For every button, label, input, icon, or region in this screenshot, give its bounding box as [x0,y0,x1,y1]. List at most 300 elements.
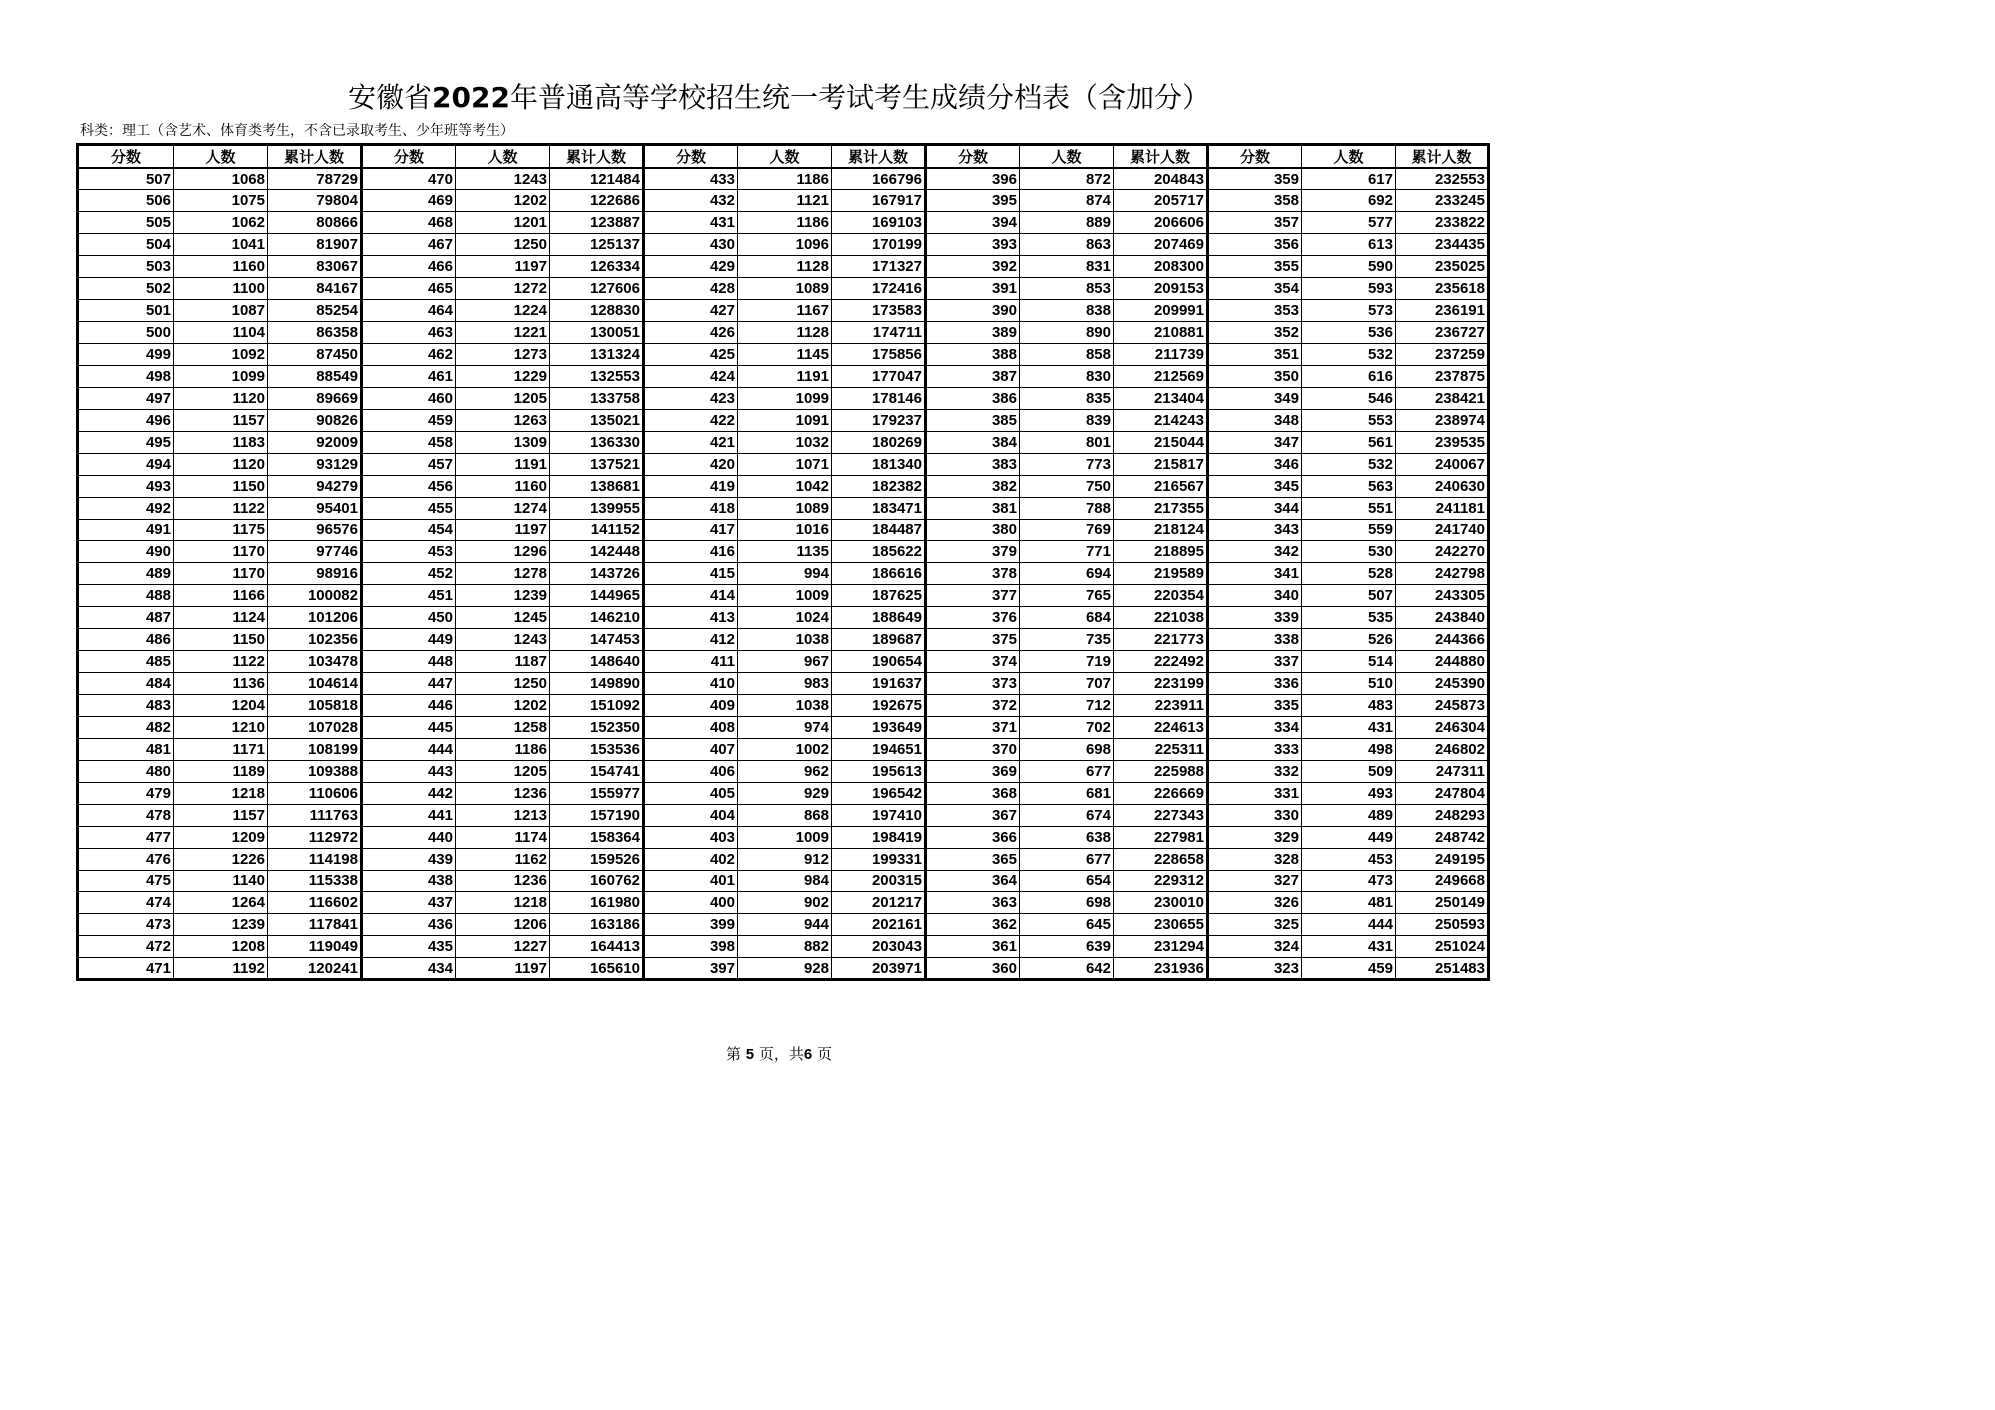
table-cell: 452 [362,563,456,585]
table-cell: 181340 [832,453,926,475]
table-cell: 192675 [832,695,926,717]
table-cell: 858 [1020,344,1114,366]
table-cell: 471 [78,958,174,980]
table-cell: 497 [78,387,174,409]
table-cell: 495 [78,431,174,453]
table-cell: 231936 [1114,958,1208,980]
table-cell: 436 [362,914,456,936]
table-cell: 374 [926,651,1020,673]
table-cell: 160762 [550,870,644,892]
table-cell: 375 [926,629,1020,651]
table-cell: 459 [1302,958,1396,980]
table-row [78,497,1489,519]
table-cell: 235025 [1396,256,1489,278]
table-cell: 476 [78,848,174,870]
table-cell: 187625 [832,585,926,607]
table-cell: 323 [1208,958,1302,980]
table-cell: 89669 [268,387,362,409]
table-cell: 1104 [174,322,268,344]
table-cell: 221038 [1114,607,1208,629]
table-cell: 392 [926,256,1020,278]
table-cell: 224613 [1114,716,1208,738]
table-cell: 461 [362,365,456,387]
table-cell: 105818 [268,695,362,717]
column-header: 累计人数 [832,145,926,169]
table-cell: 1205 [456,387,550,409]
table-cell: 390 [926,300,1020,322]
table-cell: 1218 [456,892,550,914]
table-cell: 146210 [550,607,644,629]
table-cell: 1075 [174,190,268,212]
table-row [78,607,1489,629]
column-header: 分数 [1208,145,1302,169]
table-cell: 573 [1302,300,1396,322]
table-cell: 507 [1302,585,1396,607]
table-cell: 1296 [456,541,550,563]
table-cell: 234435 [1396,234,1489,256]
table-cell: 86358 [268,322,362,344]
table-cell: 801 [1020,431,1114,453]
table-cell: 249668 [1396,870,1489,892]
table-cell: 339 [1208,607,1302,629]
table-cell: 1068 [174,168,268,190]
table-row [78,278,1489,300]
table-cell: 238421 [1396,387,1489,409]
table-cell: 1170 [174,563,268,585]
table-cell: 233245 [1396,190,1489,212]
table-cell: 1087 [174,300,268,322]
table-cell: 382 [926,475,1020,497]
table-cell: 178146 [832,387,926,409]
column-header: 人数 [174,145,268,169]
table-cell: 482 [78,716,174,738]
table-cell: 408 [644,716,738,738]
table-cell: 244880 [1396,651,1489,673]
table-cell: 483 [1302,695,1396,717]
table-cell: 773 [1020,453,1114,475]
table-cell: 474 [78,892,174,914]
table-cell: 241181 [1396,497,1489,519]
column-header: 分数 [362,145,456,169]
table-cell: 563 [1302,475,1396,497]
table-cell: 445 [362,716,456,738]
table-cell: 102356 [268,629,362,651]
table-cell: 115338 [268,870,362,892]
table-cell: 362 [926,914,1020,936]
table-cell: 882 [738,936,832,958]
table-cell: 175856 [832,344,926,366]
table-row [78,870,1489,892]
table-cell: 233822 [1396,212,1489,234]
table-cell: 486 [78,629,174,651]
table-cell: 472 [78,936,174,958]
page-footer [0,1044,1558,1065]
table-cell: 1239 [174,914,268,936]
table-cell: 484 [78,673,174,695]
table-cell: 334 [1208,716,1302,738]
table-cell: 108199 [268,738,362,760]
table-row [78,387,1489,409]
table-cell: 94279 [268,475,362,497]
table-cell: 248742 [1396,826,1489,848]
table-cell: 170199 [832,234,926,256]
table-cell: 1100 [174,278,268,300]
table-cell: 415 [644,563,738,585]
table-cell: 677 [1020,848,1114,870]
table-cell: 197410 [832,804,926,826]
table-cell: 240630 [1396,475,1489,497]
table-cell: 358 [1208,190,1302,212]
table-cell: 1089 [738,278,832,300]
table-cell: 218124 [1114,519,1208,541]
table-cell: 327 [1208,870,1302,892]
table-cell: 530 [1302,541,1396,563]
table-cell: 180269 [832,431,926,453]
table-cell: 120241 [268,958,362,980]
table-cell: 202161 [832,914,926,936]
table-cell: 135021 [550,409,644,431]
column-header: 人数 [1302,145,1396,169]
table-cell: 236191 [1396,300,1489,322]
table-cell: 616 [1302,365,1396,387]
table-cell: 193649 [832,716,926,738]
table-cell: 490 [78,541,174,563]
table-cell: 1167 [738,300,832,322]
table-row [78,190,1489,212]
table-row [78,409,1489,431]
table-cell: 381 [926,497,1020,519]
table-cell: 465 [362,278,456,300]
table-cell: 351 [1208,344,1302,366]
table-cell: 470 [362,168,456,190]
table-cell: 1062 [174,212,268,234]
table-cell: 223199 [1114,673,1208,695]
table-cell: 377 [926,585,1020,607]
table-row [78,651,1489,673]
table-cell: 559 [1302,519,1396,541]
table-cell: 110606 [268,782,362,804]
column-header: 累计人数 [1396,145,1489,169]
table-cell: 139955 [550,497,644,519]
table-cell: 1071 [738,453,832,475]
table-cell: 236727 [1396,322,1489,344]
table-cell: 250593 [1396,914,1489,936]
table-cell: 479 [78,782,174,804]
table-cell: 488 [78,585,174,607]
table-cell: 788 [1020,497,1114,519]
table-cell: 400 [644,892,738,914]
table-cell: 203971 [832,958,926,980]
table-cell: 830 [1020,365,1114,387]
table-cell: 458 [362,431,456,453]
table-cell: 184487 [832,519,926,541]
title-suffix: 年普通高等学校招生统一考试考生成绩分档表（含加分） [509,81,1210,114]
table-cell: 489 [1302,804,1396,826]
table-cell: 974 [738,716,832,738]
table-cell: 359 [1208,168,1302,190]
table-cell: 405 [644,782,738,804]
table-cell: 444 [1302,914,1396,936]
table-cell: 1309 [456,431,550,453]
table-cell: 506 [78,190,174,212]
table-cell: 227343 [1114,804,1208,826]
table-cell: 207469 [1114,234,1208,256]
table-cell: 468 [362,212,456,234]
table-row [78,234,1489,256]
table-cell: 378 [926,563,1020,585]
table-row [78,519,1489,541]
table-cell: 217355 [1114,497,1208,519]
footer-page-number: 5 [745,1046,755,1063]
table-cell: 230655 [1114,914,1208,936]
table-cell: 1263 [456,409,550,431]
table-cell: 1236 [456,870,550,892]
table-cell: 434 [362,958,456,980]
table-cell: 451 [362,585,456,607]
table-cell: 1122 [174,651,268,673]
table-cell: 328 [1208,848,1302,870]
table-cell: 1038 [738,629,832,651]
table-cell: 1221 [456,322,550,344]
table-cell: 403 [644,826,738,848]
table-cell: 536 [1302,322,1396,344]
table-cell: 462 [362,344,456,366]
table-cell: 394 [926,212,1020,234]
table-cell: 342 [1208,541,1302,563]
table-cell: 119049 [268,936,362,958]
table-cell: 553 [1302,409,1396,431]
table-cell: 485 [78,651,174,673]
table-cell: 449 [362,629,456,651]
table-cell: 532 [1302,344,1396,366]
table-cell: 416 [644,541,738,563]
table-cell: 372 [926,695,1020,717]
table-row [78,256,1489,278]
table-cell: 353 [1208,300,1302,322]
table-cell: 1166 [174,585,268,607]
table-cell: 104614 [268,673,362,695]
table-cell: 407 [644,738,738,760]
table-cell: 912 [738,848,832,870]
table-cell: 444 [362,738,456,760]
table-cell: 441 [362,804,456,826]
table-cell: 853 [1020,278,1114,300]
table-cell: 1186 [738,168,832,190]
column-header: 人数 [738,145,832,169]
table-row [78,168,1489,190]
table-cell: 384 [926,431,1020,453]
table-cell: 928 [738,958,832,980]
table-cell: 499 [78,344,174,366]
table-cell: 218895 [1114,541,1208,563]
table-cell: 397 [644,958,738,980]
table-cell: 1099 [738,387,832,409]
table-cell: 363 [926,892,1020,914]
table-cell: 1092 [174,344,268,366]
column-header: 累计人数 [268,145,362,169]
table-cell: 241740 [1396,519,1489,541]
table-cell: 190654 [832,651,926,673]
table-cell: 401 [644,870,738,892]
table-cell: 1205 [456,760,550,782]
table-cell: 404 [644,804,738,826]
table-row [78,365,1489,387]
table-cell: 466 [362,256,456,278]
table-cell: 428 [644,278,738,300]
table-cell: 765 [1020,585,1114,607]
table-cell: 1041 [174,234,268,256]
table-cell: 112972 [268,826,362,848]
table-cell: 532 [1302,453,1396,475]
table-cell: 98916 [268,563,362,585]
table-cell: 1210 [174,716,268,738]
table-cell: 1209 [174,826,268,848]
table-cell: 240067 [1396,453,1489,475]
table-cell: 343 [1208,519,1302,541]
table-cell: 460 [362,387,456,409]
table-cell: 1243 [456,629,550,651]
table-cell: 890 [1020,322,1114,344]
table-cell: 220354 [1114,585,1208,607]
table-cell: 326 [1208,892,1302,914]
table-cell: 154741 [550,760,644,782]
table-row [78,300,1489,322]
table-cell: 1009 [738,585,832,607]
table-cell: 702 [1020,716,1114,738]
table-cell: 332 [1208,760,1302,782]
table-cell: 481 [78,738,174,760]
table-cell: 498 [1302,738,1396,760]
table-cell: 1229 [456,365,550,387]
table-cell: 406 [644,760,738,782]
table-cell: 116602 [268,892,362,914]
table-cell: 438 [362,870,456,892]
table-cell: 391 [926,278,1020,300]
table-cell: 103478 [268,651,362,673]
table-cell: 247804 [1396,782,1489,804]
table-cell: 440 [362,826,456,848]
table-cell: 144965 [550,585,644,607]
table-cell: 165610 [550,958,644,980]
table-cell: 215044 [1114,431,1208,453]
table-cell: 493 [1302,782,1396,804]
table-cell: 100082 [268,585,362,607]
table-cell: 1208 [174,936,268,958]
table-cell: 80866 [268,212,362,234]
table-cell: 330 [1208,804,1302,826]
table-cell: 232553 [1396,168,1489,190]
table-cell: 1191 [738,365,832,387]
table-cell: 874 [1020,190,1114,212]
table-cell: 188649 [832,607,926,629]
table-cell: 130051 [550,322,644,344]
table-cell: 226669 [1114,782,1208,804]
table-cell: 331 [1208,782,1302,804]
table-cell: 354 [1208,278,1302,300]
table-cell: 364 [926,870,1020,892]
table-cell: 212569 [1114,365,1208,387]
table-cell: 411 [644,651,738,673]
table-cell: 345 [1208,475,1302,497]
table-cell: 393 [926,234,1020,256]
table-cell: 1162 [456,848,550,870]
table-cell: 386 [926,387,1020,409]
table-cell: 177047 [832,365,926,387]
table-cell: 166796 [832,168,926,190]
table-cell: 1186 [738,212,832,234]
column-header: 人数 [1020,145,1114,169]
table-cell: 1174 [456,826,550,848]
table-cell: 1128 [738,322,832,344]
table-cell: 889 [1020,212,1114,234]
table-cell: 501 [78,300,174,322]
table-cell: 350 [1208,365,1302,387]
table-cell: 698 [1020,892,1114,914]
table-cell: 249195 [1396,848,1489,870]
table-cell: 131324 [550,344,644,366]
table-cell: 494 [78,453,174,475]
table-cell: 141152 [550,519,644,541]
table-cell: 333 [1208,738,1302,760]
table-cell: 1202 [456,695,550,717]
table-cell: 432 [644,190,738,212]
table-cell: 127606 [550,278,644,300]
table-cell: 551 [1302,497,1396,519]
table-cell: 638 [1020,826,1114,848]
table-cell: 388 [926,344,1020,366]
table-cell: 1160 [174,256,268,278]
table-cell: 191637 [832,673,926,695]
table-cell: 336 [1208,673,1302,695]
table-cell: 409 [644,695,738,717]
table-cell: 172416 [832,278,926,300]
table-cell: 136330 [550,431,644,453]
table-cell: 491 [78,519,174,541]
table-cell: 225311 [1114,738,1208,760]
table-cell: 92009 [268,431,362,453]
table-cell: 81907 [268,234,362,256]
table-cell: 366 [926,826,1020,848]
column-header: 分数 [926,145,1020,169]
table-cell: 902 [738,892,832,914]
table-cell: 387 [926,365,1020,387]
title-year: 2022 [432,81,510,114]
table-cell: 402 [644,848,738,870]
table-cell: 771 [1020,541,1114,563]
table-cell: 164413 [550,936,644,958]
table-cell: 410 [644,673,738,695]
table-row [78,716,1489,738]
table-cell: 247311 [1396,760,1489,782]
table-cell: 463 [362,322,456,344]
table-cell: 244366 [1396,629,1489,651]
table-cell: 442 [362,782,456,804]
table-cell: 1099 [174,365,268,387]
table-cell: 348 [1208,409,1302,431]
table-cell: 769 [1020,519,1114,541]
table-row [78,892,1489,914]
table-cell: 457 [362,453,456,475]
table-cell: 435 [362,936,456,958]
table-cell: 735 [1020,629,1114,651]
table-cell: 222492 [1114,651,1208,673]
table-cell: 654 [1020,870,1114,892]
table-cell: 383 [926,453,1020,475]
footer-prefix: 第 [725,1045,741,1063]
table-cell: 1258 [456,716,550,738]
table-cell: 510 [1302,673,1396,695]
table-cell: 157190 [550,804,644,826]
